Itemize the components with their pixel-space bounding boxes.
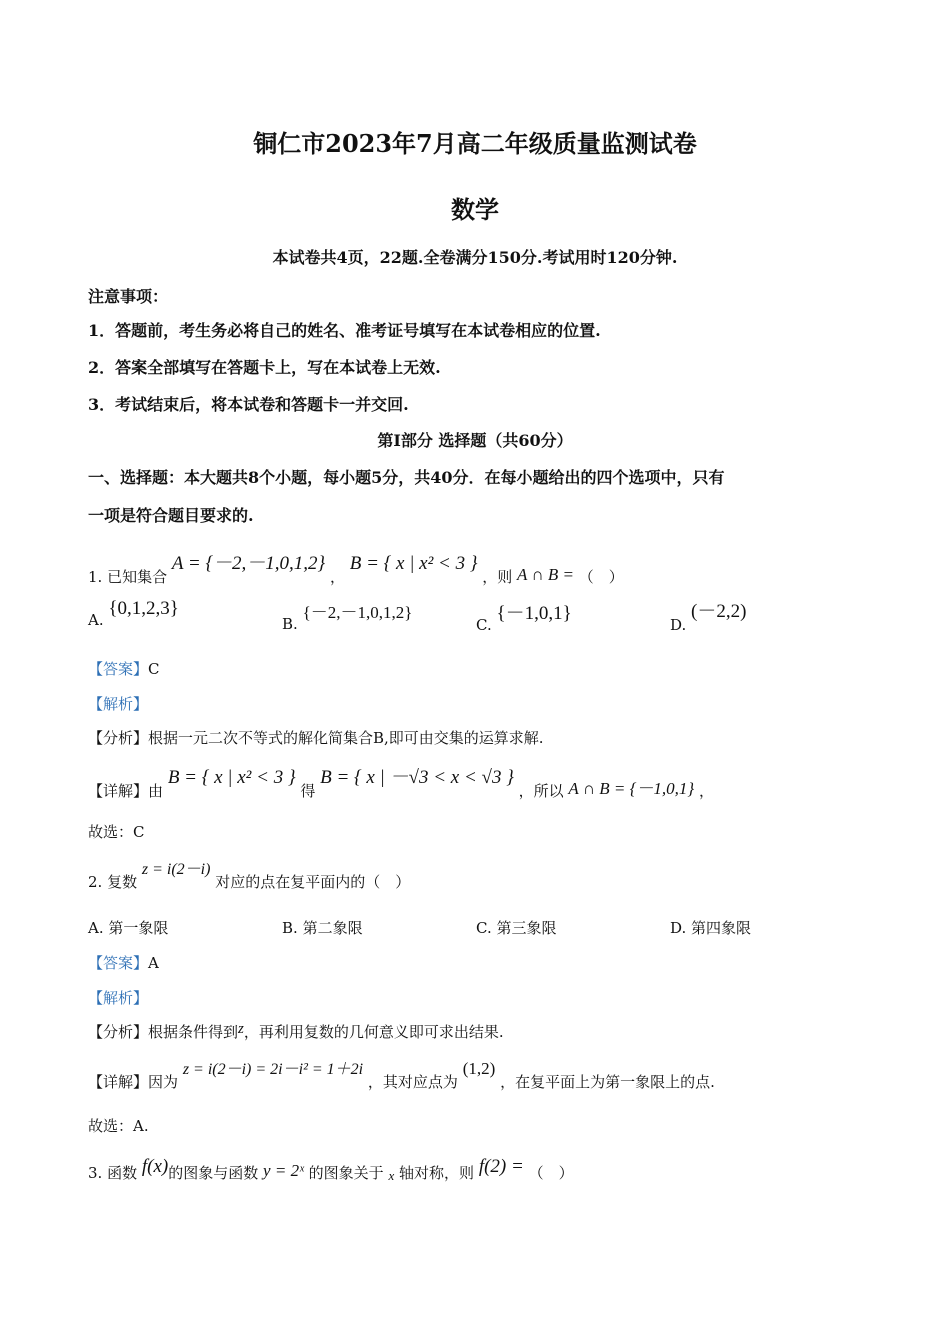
q2-expr: z = i(2－i) bbox=[141, 861, 211, 878]
q1-option-b bbox=[282, 598, 413, 633]
detail-text: ，其对应点为 bbox=[367, 1073, 458, 1091]
q1-paren: （ ） bbox=[578, 568, 624, 586]
detail-tag: 【详解】 bbox=[88, 782, 149, 800]
answer-tag: 【答案】 bbox=[88, 660, 149, 678]
detail-text: ， bbox=[699, 782, 715, 800]
q2-conclusion: 故选：A. bbox=[88, 1117, 149, 1135]
q2-option-d bbox=[670, 917, 751, 938]
answer-tag: 【答案】 bbox=[88, 954, 149, 972]
q1-set-b: B = { x | x² < 3 } bbox=[349, 553, 478, 574]
detail-text: 得 bbox=[300, 782, 316, 800]
q1-answer bbox=[88, 658, 160, 679]
q1-then: ，则 bbox=[482, 568, 513, 586]
option-label: C. bbox=[476, 616, 492, 634]
detail-text: 由 bbox=[148, 782, 164, 800]
option-value: (－2,2) bbox=[691, 601, 747, 622]
notice-heading: 注意事项： bbox=[88, 287, 169, 306]
option-value: {－1,0,1} bbox=[496, 603, 572, 624]
q1-option-a bbox=[88, 598, 179, 629]
q2-option-c bbox=[476, 917, 557, 938]
q1-conclusion: 故选：C bbox=[88, 823, 145, 841]
fenxi-tag: 【分析】 bbox=[88, 729, 149, 747]
option-value: {－2,－1,0,1,2} bbox=[302, 603, 413, 622]
question-3 bbox=[88, 1156, 574, 1183]
option-label: A. bbox=[88, 611, 104, 629]
fenxi-math: z bbox=[238, 1021, 244, 1037]
detail-math: A ∩ B = {－1,0,1} bbox=[568, 779, 695, 798]
option-value: 第三象限 bbox=[496, 919, 557, 937]
q3-math: y = 2ˣ bbox=[263, 1161, 304, 1180]
detail-math: B = { x | x² < 3 } bbox=[167, 767, 296, 788]
q3-text: 轴对称，则 bbox=[399, 1164, 475, 1182]
detail-math: z = i(2－i) = 2i－i² = 1＋2i bbox=[182, 1061, 364, 1078]
q1-prefix: 1. 已知集合 bbox=[88, 568, 168, 586]
option-label: A. bbox=[88, 919, 104, 937]
q2-detail bbox=[88, 1056, 715, 1091]
q2-fenxi bbox=[88, 1021, 504, 1042]
q1-analysis-tag: 【解析】 bbox=[88, 695, 149, 713]
q3-math: f(2) = bbox=[478, 1156, 524, 1177]
exam-info: 本试卷共4页，22题.全卷满分150分.考试用时120分钟. bbox=[272, 248, 678, 267]
q1-detail bbox=[88, 762, 715, 800]
question-2 bbox=[88, 856, 411, 891]
option-label: B. bbox=[282, 919, 298, 937]
question-1 bbox=[88, 548, 624, 586]
option-label: C. bbox=[476, 919, 492, 937]
fenxi-tag: 【分析】 bbox=[88, 1023, 149, 1041]
q1-fenxi bbox=[88, 727, 544, 748]
detail-text: 因为 bbox=[148, 1073, 179, 1091]
q1-sep: ， bbox=[329, 568, 345, 586]
answer-value: A bbox=[148, 954, 159, 972]
subject-title: 数学 bbox=[451, 195, 499, 224]
notice-item: 2．答案全部填写在答题卡上，写在本试卷上无效. bbox=[88, 358, 441, 377]
q1-expr: A ∩ B = bbox=[517, 565, 575, 584]
option-label: B. bbox=[282, 615, 298, 633]
notice-item: 1．答题前，考生务必将自己的姓名、准考证号填写在本试卷相应的位置. bbox=[88, 321, 601, 340]
option-value: {0,1,2,3} bbox=[108, 598, 179, 619]
detail-text: ，在复平面上为第一象限上的点. bbox=[500, 1073, 715, 1091]
option-value: 第一象限 bbox=[108, 919, 169, 937]
q2-option-a bbox=[88, 917, 168, 938]
q3-math: x bbox=[388, 1168, 395, 1183]
page-title: 铜仁市2023年7月高二年级质量监测试卷 bbox=[253, 129, 697, 158]
option-value: 第二象限 bbox=[302, 919, 363, 937]
option-label: D. bbox=[670, 919, 687, 937]
detail-text: ，所以 bbox=[518, 782, 564, 800]
detail-tag: 【详解】 bbox=[88, 1073, 149, 1091]
q3-math: f(x) bbox=[141, 1156, 169, 1177]
option-label: D. bbox=[670, 616, 687, 634]
q3-text: 的图象与函数 bbox=[168, 1164, 259, 1182]
section-instruction: 一、选择题：本大题共8个小题，每小题5分，共40分．在每小题给出的四个选项中，只有 bbox=[88, 468, 725, 487]
q3-paren: （ ） bbox=[528, 1164, 574, 1182]
section-instruction-cont: 一项是符合题目要求的. bbox=[88, 506, 254, 525]
q1-option-d bbox=[670, 596, 747, 634]
detail-math: (1,2) bbox=[462, 1059, 496, 1078]
fenxi-text: 根据一元二次不等式的解化简集合B,即可由交集的运算求解. bbox=[148, 729, 544, 747]
q3-prefix: 3. 函数 bbox=[88, 1164, 138, 1182]
notice-item: 3．考试结束后，将本试卷和答题卡一并交回. bbox=[88, 395, 409, 414]
fenxi-text: 根据条件得到 bbox=[148, 1023, 239, 1041]
q1-set-a: A = {－2,－1,0,1,2} bbox=[171, 553, 326, 574]
q2-option-b bbox=[282, 917, 363, 938]
q2-suffix: 对应的点在复平面内的（ ） bbox=[215, 873, 411, 891]
q2-prefix: 2. 复数 bbox=[88, 873, 138, 891]
q3-text: 的图象关于 bbox=[308, 1164, 384, 1182]
fenxi-text: ，再利用复数的几何意义即可求出结果. bbox=[243, 1023, 504, 1041]
q2-analysis-tag: 【解析】 bbox=[88, 989, 149, 1007]
part-heading: 第Ⅰ部分 选择题（共60分） bbox=[377, 431, 573, 450]
option-value: 第四象限 bbox=[691, 919, 752, 937]
q2-answer bbox=[88, 952, 159, 973]
answer-value: C bbox=[148, 660, 160, 678]
q1-option-c bbox=[476, 598, 572, 634]
detail-math: B = { x | －√3 < x < √3 } bbox=[320, 767, 514, 788]
